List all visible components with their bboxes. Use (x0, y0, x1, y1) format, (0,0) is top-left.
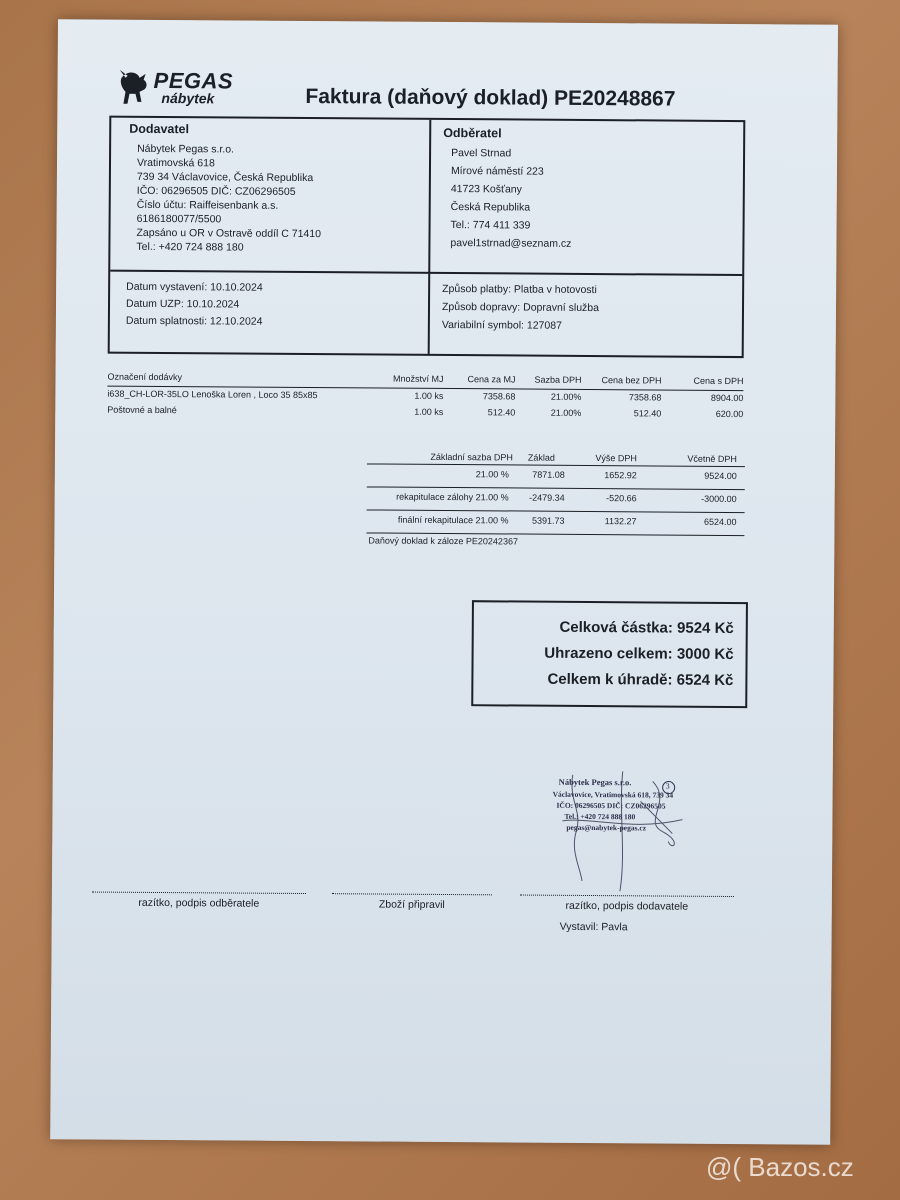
item-net: 7358.68 (628, 392, 662, 403)
customer-line: 41723 Košťany (450, 183, 522, 196)
item-net: 512.40 (633, 408, 662, 419)
pegasus-icon (117, 68, 153, 106)
vat-total: -3000.00 (701, 493, 737, 505)
total-amount: Celková částka: 9524 Kč (559, 618, 734, 638)
col-header-item: Označení dodávky (107, 371, 183, 383)
supplier-heading: Dodavatel (129, 121, 190, 137)
vat-summary-table (366, 447, 745, 550)
vat-total: 9524.00 (704, 470, 737, 482)
advance-note-text: Daňový doklad k záloze PE20242367 (368, 535, 519, 547)
item-vat-rate: 21.00% (550, 407, 582, 418)
items-table (107, 372, 743, 423)
paid-amount: Uhrazeno celkem: 3000 Kč (544, 644, 734, 664)
supplier-section (128, 122, 321, 255)
item-qty: 1.00 ks (414, 390, 444, 401)
supplier-line: IČO: 06296505 DIČ: CZ06296505 (136, 184, 296, 198)
table-row (367, 464, 745, 490)
box-divider-horizontal (110, 270, 742, 276)
supplier-line: 739 34 Václavovice, Česká Republika (136, 170, 314, 185)
variable-symbol: Variabilní symbol: 127087 (441, 318, 562, 332)
item-unit-price: 7358.68 (482, 391, 516, 402)
delivery-method: Způsob dopravy: Dopravní služba (441, 300, 600, 315)
col-header-gross: Cena s DPH (693, 375, 744, 387)
vat-rate: rekapitulace zálohy 21.00 % (396, 491, 509, 503)
supplier-line: Číslo účtu: Raiffeisenbank a.s. (136, 198, 279, 212)
customer-signature-line: razítko, podpis odběratele (92, 892, 306, 910)
issue-date: Datum vystavení: 10.10.2024 (126, 280, 263, 294)
payment-method: Způsob platby: Platba v hotovosti (442, 282, 597, 297)
customer-heading: Odběratel (443, 125, 502, 141)
supplier-line: Zapsáno u OR v Ostravě oddíl C 71410 (136, 226, 321, 241)
invoice-sheet (50, 19, 838, 1144)
item-name: i638_CH-LOR-35LO Lenoška Loren , Loco 35 85x85 (107, 388, 318, 401)
customer-line: Česká Republika (450, 201, 531, 214)
customer-email: pavel1strnad@seznam.cz (450, 237, 572, 250)
stamp-line: Václavovice, Vratimovská 618, 739 34 (552, 789, 674, 800)
payment-section (442, 282, 599, 337)
logo-brand: PEGAS (153, 67, 234, 94)
invoice-title: Faktura (daňový doklad) PE20248867 (305, 85, 676, 111)
uzp-date: Datum UZP: 10.10.2024 (125, 297, 240, 311)
vat-total: 6524.00 (703, 516, 737, 528)
col-header-unit-price: Cena za MJ (467, 374, 516, 385)
logo-subtitle: nábytek (161, 90, 215, 107)
item-name: Poštovné a balné (107, 404, 177, 416)
table-row (366, 510, 744, 536)
vat-base: -2479.34 (529, 492, 565, 503)
supplier-line: 6186180077/5500 (136, 212, 222, 226)
vat-col-amount: Výše DPH (595, 453, 637, 464)
supplier-line: Nábytek Pegas s.r.o. (137, 142, 235, 156)
advance-note (366, 533, 744, 550)
bazos-watermark: @( Bazos.cz (706, 1152, 854, 1182)
vat-amount: -520.66 (606, 493, 637, 504)
supplier-line: Vratimovská 618 (136, 156, 215, 170)
stamp-number: 3 (665, 781, 670, 791)
due-amount: Celkem k úhradě: 6524 Kč (547, 670, 734, 690)
stamp-line: Nábytek Pegas s.r.o. (558, 776, 632, 788)
totals-box (471, 600, 748, 708)
parties-box (108, 116, 746, 358)
vat-col-base: Základ (527, 452, 555, 463)
vat-col-total: Včetně DPH (687, 453, 737, 465)
dates-section (126, 280, 263, 332)
customer-line: Mírové náměstí 223 (450, 165, 544, 178)
box-divider-vertical (428, 120, 432, 354)
item-unit-price: 512.40 (487, 407, 516, 418)
col-header-vat-rate: Sazba DPH (534, 374, 582, 385)
vat-rate: finální rekapitulace 21.00 % (397, 514, 509, 526)
table-row (107, 403, 743, 423)
item-vat-rate: 21.00% (550, 391, 582, 402)
vat-amount: 1652.92 (604, 470, 637, 481)
stamp-line: Tel.: +420 724 888 180 (564, 811, 636, 822)
col-header-net: Cena bez DPH (601, 375, 662, 386)
stamp-line: pegas@nabytek-pegas.cz (566, 822, 647, 833)
item-gross: 8904.00 (710, 392, 744, 404)
vat-amount: 1132.27 (604, 516, 637, 527)
supplier-signature-line: razítko, podpis dodavatele (520, 895, 734, 913)
issued-by: Vystavil: Pavla (559, 920, 628, 934)
goods-prepared-line: Zboží připravil (332, 893, 492, 911)
customer-section (442, 126, 572, 255)
col-header-qty: Množství MJ (392, 373, 444, 384)
vat-rate: 21.00 % (475, 469, 509, 480)
customer-line: Tel.: 774 411 339 (450, 219, 531, 232)
due-date: Datum splatnosti: 12.10.2024 (125, 314, 263, 328)
item-gross: 620.00 (715, 408, 744, 420)
vat-base: 7871.08 (532, 469, 565, 480)
stamp-line: IČO: 06296505 DIČ: CZ06296505 (556, 800, 666, 811)
company-stamp (522, 771, 723, 912)
table-row (367, 487, 745, 513)
vat-col-rate: Základní sazba DPH (430, 451, 513, 463)
customer-line: Pavel Strnad (451, 147, 512, 160)
company-logo (117, 68, 247, 109)
supplier-line: Tel.: +420 724 888 180 (136, 240, 244, 254)
vat-base: 5391.73 (531, 515, 565, 526)
item-qty: 1.00 ks (414, 406, 444, 417)
